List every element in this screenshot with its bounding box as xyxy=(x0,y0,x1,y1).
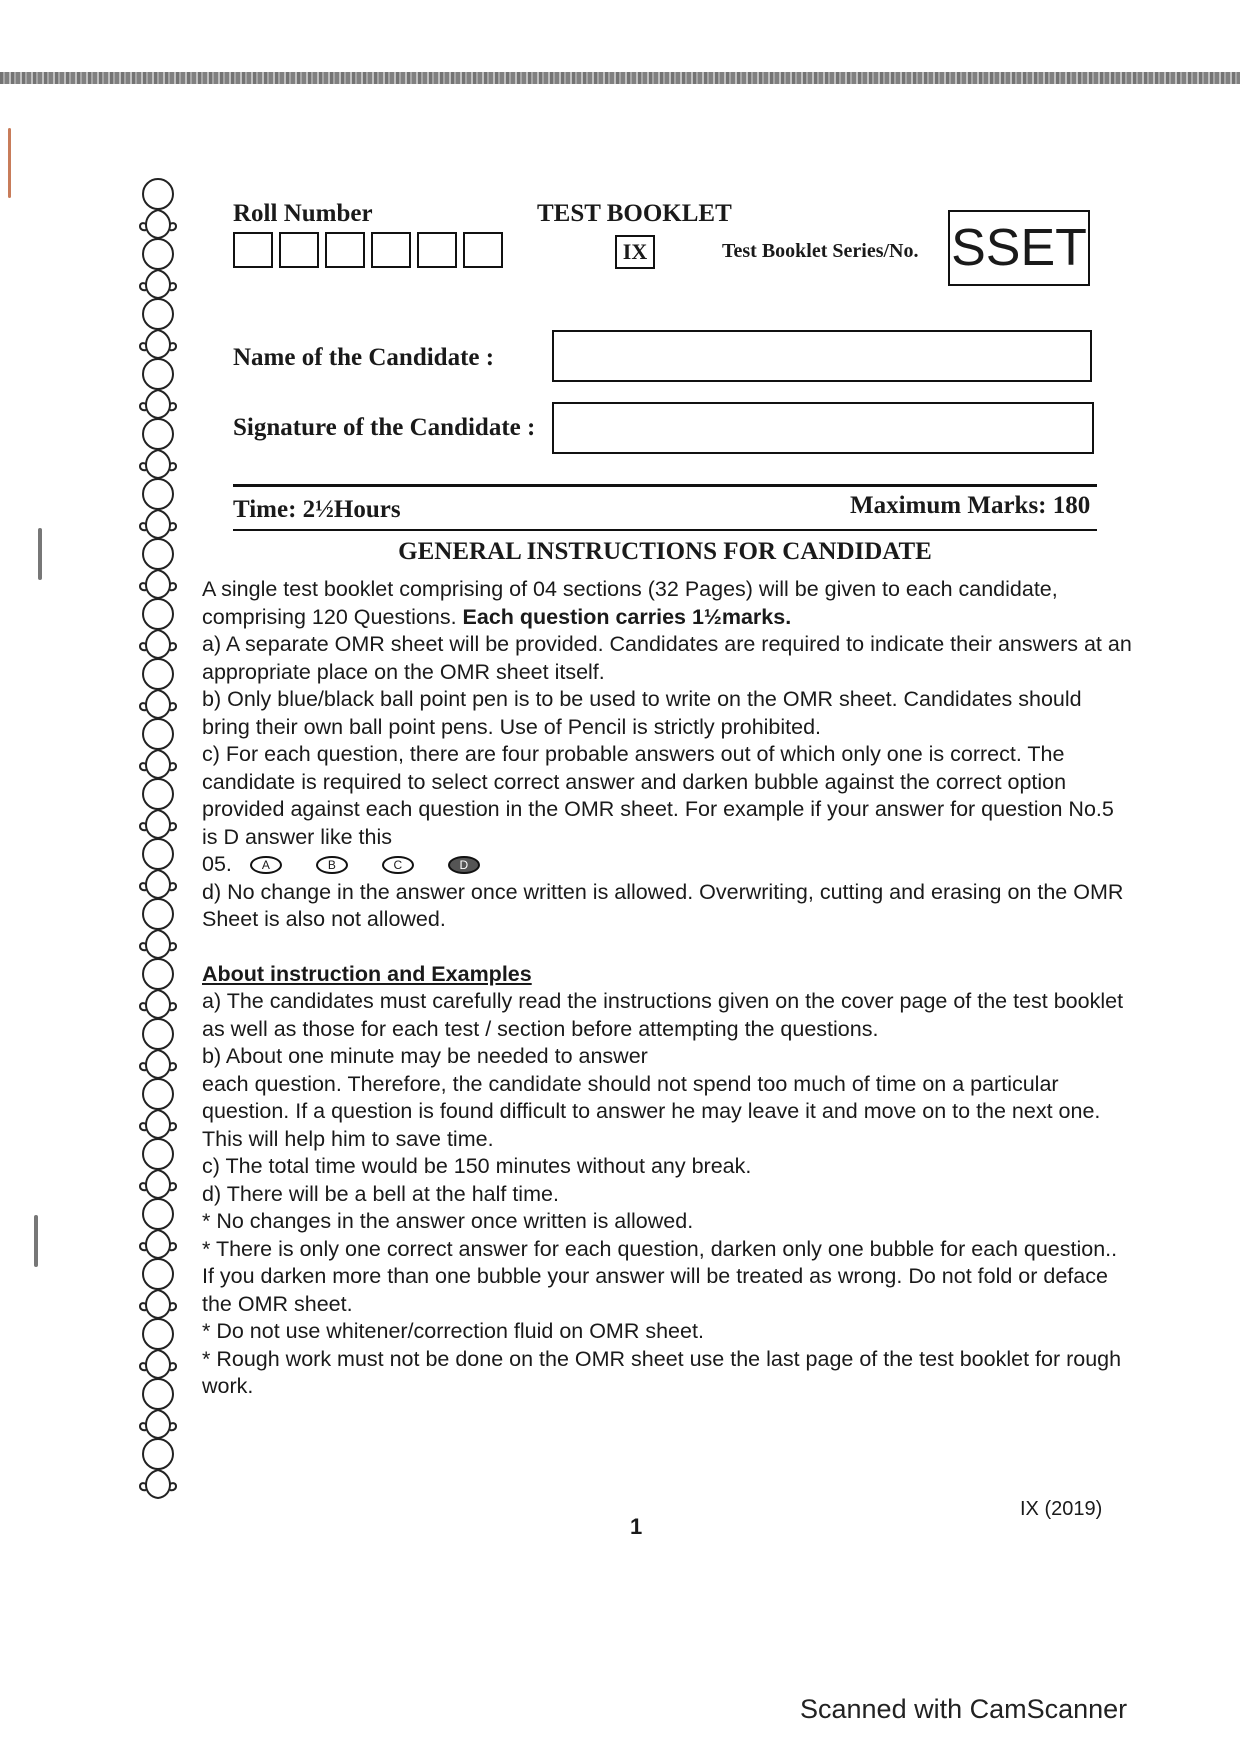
scan-mark xyxy=(38,528,42,580)
omr-bubble-c: C xyxy=(382,856,414,874)
decorative-border xyxy=(128,178,188,1518)
roll-digit-box[interactable] xyxy=(233,232,273,268)
roll-digit-box[interactable] xyxy=(371,232,411,268)
instruction-d: d) No change in the answer once written is allowed. Overwriting, cutting and erasing on the OMR Sheet is also not allowed. xyxy=(202,879,1124,931)
instruction-c: c) For each question, there are four probable answers out of which only one is correct. The candidate is required to select correct answer and darken bubble against the correct option provided against each question in the OMR sheet. For example if your answer for question No.5 is D answer like this xyxy=(202,742,1114,849)
time-label: Time: 2½Hours xyxy=(233,496,401,523)
roll-digit-box[interactable] xyxy=(463,232,503,268)
scan-top-edge xyxy=(0,72,1240,84)
series-value-box: SSET xyxy=(948,210,1090,286)
series-label: Test Booklet Series/No. xyxy=(722,240,919,262)
divider xyxy=(233,484,1097,487)
example-question-number: 05. xyxy=(202,852,232,876)
candidate-signature-field[interactable] xyxy=(552,402,1094,454)
roll-number-boxes[interactable] xyxy=(233,232,509,268)
footer-code: IX (2019) xyxy=(1020,1498,1103,1520)
about-d: d) There will be a bell at the half time. xyxy=(202,1181,559,1206)
omr-bubble-b: B xyxy=(316,856,348,874)
about-bullet-4: * Rough work must not be done on the OMR sheet use the last page of the test booklet for rough work. xyxy=(202,1346,1122,1398)
scan-mark xyxy=(8,128,11,198)
max-marks-label: Maximum Marks: 180 xyxy=(850,492,1091,519)
intro-text: A single test booklet comprising of 04 sections (32 Pages) will be given to each candidate, comprising 120 Questions. xyxy=(202,577,1058,629)
omr-bubble-d-filled: D xyxy=(448,856,480,874)
about-bullet-1: * No changes in the answer once written is allowed. xyxy=(202,1209,694,1233)
about-bullet-3: * Do not use whitener/correction fluid on OMR sheet. xyxy=(202,1319,704,1343)
candidate-name-label: Name of the Candidate : xyxy=(233,344,495,371)
about-b1: b) About one minute may be needed to answer xyxy=(202,1044,648,1068)
roll-digit-box[interactable] xyxy=(279,232,319,268)
instruction-b: b) Only blue/black ball point pen is to be used to write on the OMR sheet. Candidates should bring their own ball point pens. Use of Pencil is strictly prohibited. xyxy=(202,687,1082,739)
omr-example xyxy=(202,851,1132,879)
about-a: a) The candidates must carefully read the instructions given on the cover page of the test booklet as well as those for each test / section before attempting the questions. xyxy=(202,989,1124,1041)
roll-digit-box[interactable] xyxy=(325,232,365,268)
test-booklet-title: TEST BOOKLET xyxy=(537,200,732,227)
marks-per-question: Each question carries 1½marks. xyxy=(462,604,792,629)
roll-digit-box[interactable] xyxy=(417,232,457,268)
instructions-body xyxy=(202,576,1132,1401)
scan-mark xyxy=(34,1215,38,1267)
page-number: 1 xyxy=(630,1514,643,1539)
booklet-code-box: IX xyxy=(615,235,655,269)
about-c: c) The total time would be 150 minutes without any break. xyxy=(202,1154,752,1178)
intro-paragraph xyxy=(202,576,1132,631)
candidate-name-field[interactable] xyxy=(552,330,1092,382)
instruction-a: a) A separate OMR sheet will be provided. Candidates are required to indicate their answers at an appropriate place on the OMR sheet itself. xyxy=(202,632,1132,684)
divider xyxy=(233,529,1097,531)
about-b2: each question. Therefore, the candidate should not spend too much of time on a particular question. If a question is found difficult to answer he may leave it and move on to the next one. This will help him to save time. xyxy=(202,1071,1101,1151)
about-heading: About instruction and Examples xyxy=(202,961,532,986)
candidate-signature-label: Signature of the Candidate : xyxy=(233,414,536,441)
instructions-heading: GENERAL INSTRUCTIONS FOR CANDIDATE xyxy=(398,538,932,565)
omr-bubble-a: A xyxy=(250,856,282,874)
about-bullet-2: * There is only one correct answer for each question, darken only one bubble for each question.. If you darken more than one bubble your answer will be treated as wrong. Do not fold or deface the OMR sheet. xyxy=(202,1236,1118,1316)
roll-number-label: Roll Number xyxy=(233,200,373,227)
scanner-watermark: Scanned with CamScanner xyxy=(800,1694,1128,1724)
